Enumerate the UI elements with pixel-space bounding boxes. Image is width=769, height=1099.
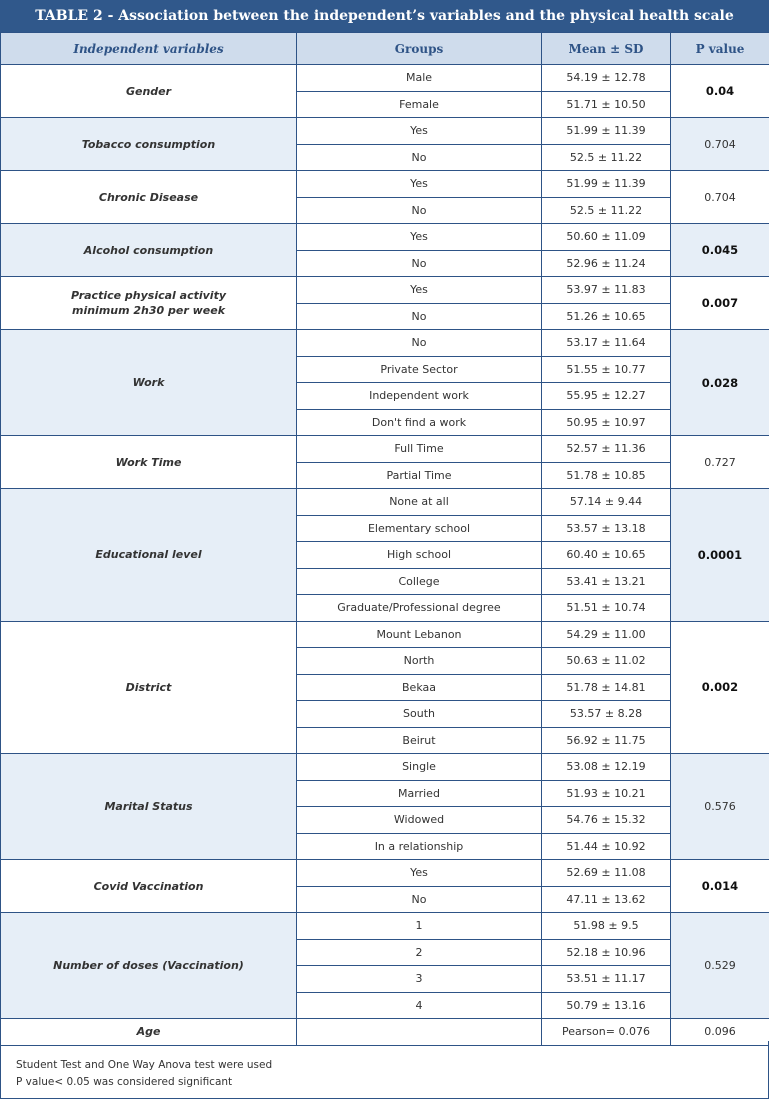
group-cell: Single	[297, 754, 542, 781]
mean-sd-cell: 50.95 ± 10.97	[542, 409, 671, 436]
table-row	[1, 330, 769, 357]
group-cell: Beirut	[297, 727, 542, 754]
mean-sd-cell: 53.17 ± 11.64	[542, 330, 671, 357]
table-row	[1, 224, 769, 251]
mean-sd-cell: 50.60 ± 11.09	[542, 224, 671, 251]
p-value-cell: 0.014	[671, 860, 769, 913]
table-row	[1, 65, 769, 92]
group-cell: 1	[297, 913, 542, 940]
mean-sd-cell: 54.29 ± 11.00	[542, 621, 671, 648]
group-cell: College	[297, 568, 542, 595]
note-line: Student Test and One Way Anova test were used	[16, 1059, 273, 1071]
p-value-cell: 0.529	[671, 913, 769, 1019]
header-row	[1, 33, 769, 65]
group-cell: Don't find a work	[297, 409, 542, 436]
mean-sd-cell: 52.5 ± 11.22	[542, 197, 671, 224]
group-cell: High school	[297, 542, 542, 569]
variable-cell: Gender	[1, 65, 297, 118]
variable-cell: Work Time	[1, 436, 297, 489]
table-body	[1, 65, 769, 1046]
variable-cell: Alcohol consumption	[1, 224, 297, 277]
mean-sd-cell: 51.99 ± 11.39	[542, 118, 671, 145]
group-cell: Yes	[297, 171, 542, 198]
mean-sd-cell: 50.63 ± 11.02	[542, 648, 671, 675]
mean-sd-cell: 53.57 ± 8.28	[542, 701, 671, 728]
variable-cell: Practice physical activity minimum 2h30 per week	[1, 277, 297, 330]
p-value-cell: 0.002	[671, 621, 769, 754]
group-cell: In a relationship	[297, 833, 542, 860]
group-cell: No	[297, 330, 542, 357]
variable-cell: Educational level	[1, 489, 297, 622]
group-cell: Independent work	[297, 383, 542, 410]
mean-sd-cell: 51.55 ± 10.77	[542, 356, 671, 383]
mean-sd-cell: 47.11 ± 13.62	[542, 886, 671, 913]
group-cell: Yes	[297, 860, 542, 887]
mean-sd-cell: 53.97 ± 11.83	[542, 277, 671, 304]
group-cell: Partial Time	[297, 462, 542, 489]
group-cell: Male	[297, 65, 542, 92]
group-cell: Yes	[297, 277, 542, 304]
table-row	[1, 171, 769, 198]
table-row	[1, 621, 769, 648]
mean-sd-cell: 56.92 ± 11.75	[542, 727, 671, 754]
mean-sd-cell: Pearson= 0.076	[542, 1019, 671, 1046]
group-cell: South	[297, 701, 542, 728]
group-cell: Widowed	[297, 807, 542, 834]
table-row	[1, 436, 769, 463]
variable-cell: Chronic Disease	[1, 171, 297, 224]
mean-sd-cell: 53.57 ± 13.18	[542, 515, 671, 542]
group-cell: Private Sector	[297, 356, 542, 383]
mean-sd-cell: 54.19 ± 12.78	[542, 65, 671, 92]
p-value-cell: 0.576	[671, 754, 769, 860]
table-row	[1, 754, 769, 781]
group-cell: Full Time	[297, 436, 542, 463]
group-cell: 4	[297, 992, 542, 1019]
group-cell: No	[297, 250, 542, 277]
table-row	[1, 913, 769, 940]
p-value-cell: 0.04	[671, 65, 769, 118]
group-cell: Elementary school	[297, 515, 542, 542]
group-cell: None at all	[297, 489, 542, 516]
header-mean-sd: Mean ± SD	[542, 33, 671, 65]
mean-sd-cell: 51.44 ± 10.92	[542, 833, 671, 860]
table-row	[1, 489, 769, 516]
mean-sd-cell: 60.40 ± 10.65	[542, 542, 671, 569]
group-cell: Yes	[297, 118, 542, 145]
variable-cell: Marital Status	[1, 754, 297, 860]
variable-cell: Number of doses (Vaccination)	[1, 913, 297, 1019]
mean-sd-cell: 55.95 ± 12.27	[542, 383, 671, 410]
group-cell: 3	[297, 966, 542, 993]
group-cell: No	[297, 197, 542, 224]
group-cell: 2	[297, 939, 542, 966]
variable-cell: Covid Vaccination	[1, 860, 297, 913]
variable-cell: District	[1, 621, 297, 754]
mean-sd-cell: 52.18 ± 10.96	[542, 939, 671, 966]
group-cell: No	[297, 886, 542, 913]
group-cell: Graduate/Professional degree	[297, 595, 542, 622]
p-value-cell: 0.0001	[671, 489, 769, 622]
header-p-value: P value	[671, 33, 769, 65]
header-groups: Groups	[297, 33, 542, 65]
note-line: P value< 0.05 was considered significant	[16, 1076, 233, 1088]
mean-sd-cell: 51.26 ± 10.65	[542, 303, 671, 330]
table-row	[1, 118, 769, 145]
header-independent-variables: Independent variables	[1, 33, 297, 65]
table-row	[1, 860, 769, 887]
group-cell: Yes	[297, 224, 542, 251]
p-value-cell: 0.045	[671, 224, 769, 277]
mean-sd-cell: 52.57 ± 11.36	[542, 436, 671, 463]
mean-sd-cell: 52.96 ± 11.24	[542, 250, 671, 277]
p-value-cell: 0.704	[671, 171, 769, 224]
p-value-cell: 0.007	[671, 277, 769, 330]
p-value-cell: 0.727	[671, 436, 769, 489]
mean-sd-cell: 51.78 ± 14.81	[542, 674, 671, 701]
mean-sd-cell: 51.51 ± 10.74	[542, 595, 671, 622]
p-value-cell: 0.096	[671, 1019, 769, 1046]
mean-sd-cell: 54.76 ± 15.32	[542, 807, 671, 834]
mean-sd-cell: 51.78 ± 10.85	[542, 462, 671, 489]
mean-sd-cell: 53.41 ± 13.21	[542, 568, 671, 595]
variable-cell: Age	[1, 1019, 297, 1046]
variable-cell: Work	[1, 330, 297, 436]
group-cell: Married	[297, 780, 542, 807]
variable-cell: Tobacco consumption	[1, 118, 297, 171]
mean-sd-cell: 57.14 ± 9.44	[542, 489, 671, 516]
results-table	[0, 32, 769, 1046]
p-value-cell: 0.028	[671, 330, 769, 436]
group-cell: Mount Lebanon	[297, 621, 542, 648]
mean-sd-cell: 50.79 ± 13.16	[542, 992, 671, 1019]
mean-sd-cell: 51.93 ± 10.21	[542, 780, 671, 807]
mean-sd-cell: 51.71 ± 10.50	[542, 91, 671, 118]
group-cell: No	[297, 303, 542, 330]
table-row	[1, 277, 769, 304]
group-cell: No	[297, 144, 542, 171]
group-cell: North	[297, 648, 542, 675]
mean-sd-cell: 53.51 ± 11.17	[542, 966, 671, 993]
table-title: TABLE 2 - Association between the independent’s variables and the physical health scale	[0, 0, 769, 32]
mean-sd-cell: 53.08 ± 12.19	[542, 754, 671, 781]
table-notes	[0, 1041, 769, 1099]
group-cell: Female	[297, 91, 542, 118]
mean-sd-cell: 51.98 ± 9.5	[542, 913, 671, 940]
mean-sd-cell: 51.99 ± 11.39	[542, 171, 671, 198]
mean-sd-cell: 52.5 ± 11.22	[542, 144, 671, 171]
p-value-cell: 0.704	[671, 118, 769, 171]
mean-sd-cell: 52.69 ± 11.08	[542, 860, 671, 887]
group-cell: Bekaa	[297, 674, 542, 701]
